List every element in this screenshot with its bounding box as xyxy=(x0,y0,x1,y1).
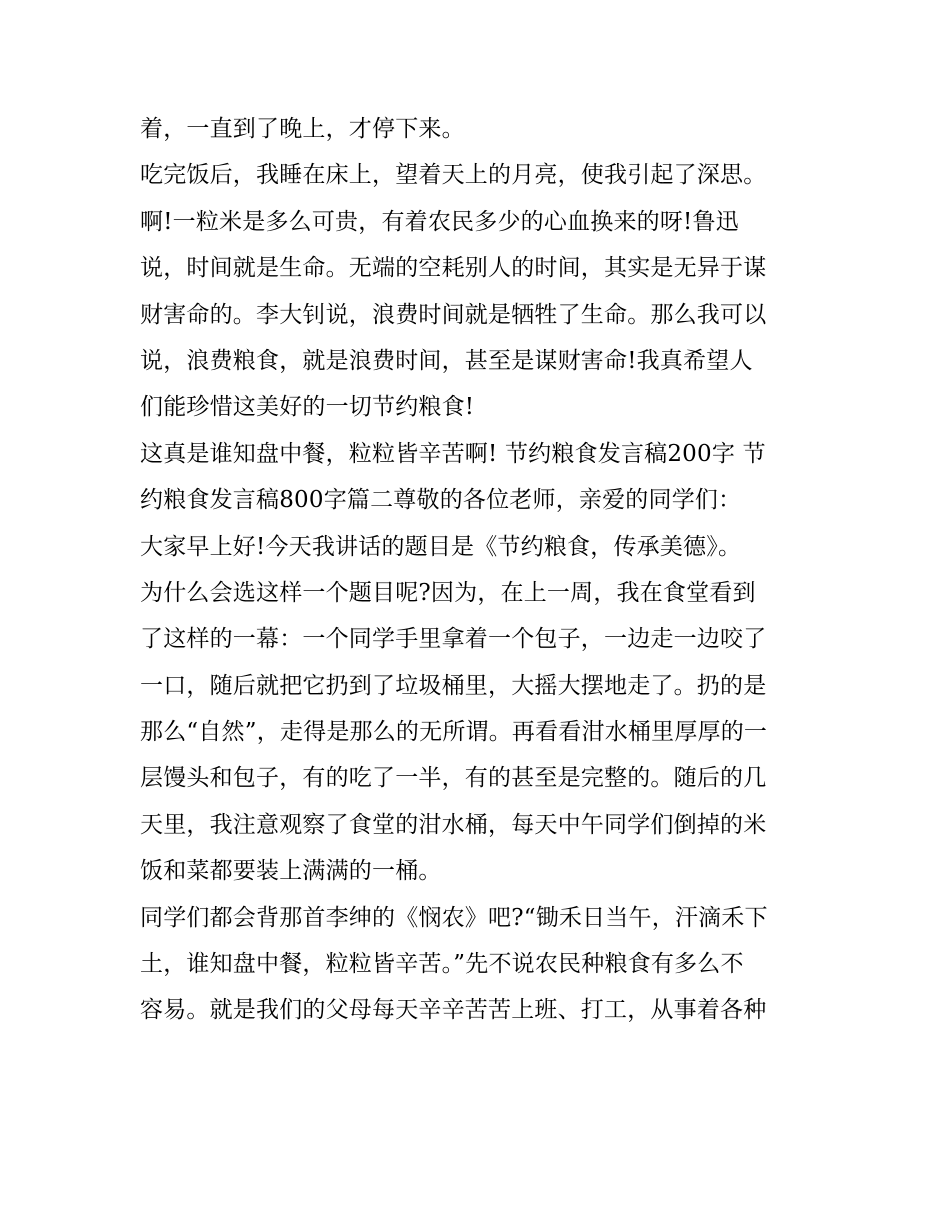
text-line: 那么“自然”，走得是那么的无所谓。再看看泔水桶里厚厚的一 xyxy=(140,719,768,746)
text-line: 大家早上好!今天我讲话的题目是《节约粮食，传承美德》。 xyxy=(140,533,742,560)
text-line: 啊!一粒米是多么可贵，有着农民多少的心血换来的呀!鲁迅 xyxy=(140,208,739,235)
text-line: 财害命的。李大钊说，浪费时间就是牺牲了生命。那么我可以 xyxy=(140,301,767,328)
body-text xyxy=(140,106,820,1034)
text-line: 土，谁知盘中餐，粒粒皆辛苦。”先不说农民种粮食有多么不 xyxy=(140,951,744,978)
text-line: 一口，随后就把它扔到了垃圾桶里，大摇大摆地走了。扔的是 xyxy=(140,672,767,699)
text-line: 说，浪费粮食，就是浪费时间，甚至是谋财害命!我真希望人 xyxy=(140,347,753,374)
text-line: 约粮食发言稿800字篇二尊敬的各位老师，亲爱的同学们： xyxy=(140,487,742,514)
text-line: 这真是谁知盘中餐，粒粒皆辛苦啊! 节约粮食发言稿200字 节 xyxy=(140,440,766,467)
text-line: 了这样的一幕：一个同学手里拿着一个包子，一边走一边咬了 xyxy=(140,626,767,653)
text-line: 容易。就是我们的父母每天辛辛苦苦上班、打工，从事着各种 xyxy=(140,997,767,1024)
text-line: 饭和菜都要装上满满的一桶。 xyxy=(140,858,442,885)
text-line: 层馒头和包子，有的吃了一半，有的甚至是完整的。随后的几 xyxy=(140,765,767,792)
text-line: 吃完饭后，我睡在床上，望着天上的月亮，使我引起了深思。 xyxy=(140,162,767,189)
text-line: 同学们都会背那首李绅的《悯农》吧?“锄禾日当午，汗滴禾下 xyxy=(140,904,768,931)
text-line: 为什么会选这样一个题目呢?因为，在上一周，我在食堂看到 xyxy=(140,579,756,606)
text-line: 着，一直到了晚上，才停下来。 xyxy=(140,116,465,142)
text-line: 们能珍惜这美好的一切节约粮食! xyxy=(140,394,475,421)
text-line: 说，时间就是生命。无端的空耗别人的时间，其实是无异于谋 xyxy=(140,255,767,282)
text-line: 天里，我注意观察了食堂的泔水桶，每天中午同学们倒掉的米 xyxy=(140,811,767,838)
